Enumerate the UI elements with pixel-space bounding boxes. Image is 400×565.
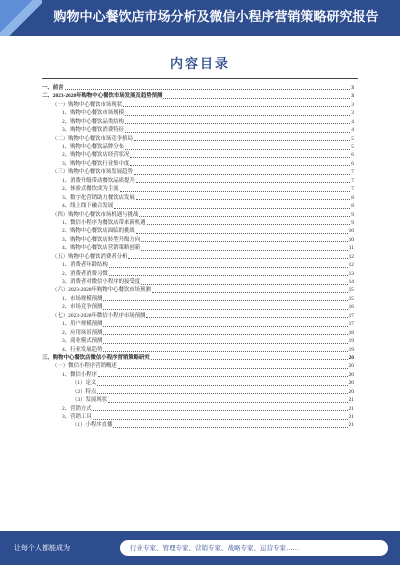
table-of-contents	[42, 84, 354, 442]
toc-entry[interactable]	[42, 177, 354, 185]
toc-entry-page: 20	[348, 388, 354, 395]
toc-entry[interactable]	[42, 261, 354, 269]
toc-entry[interactable]	[42, 287, 354, 295]
toc-leader-dots	[103, 326, 347, 327]
toc-entry[interactable]	[42, 211, 354, 219]
toc-entry[interactable]	[42, 118, 354, 126]
toc-entry-title: （一）微信小程序营销概述	[52, 363, 117, 370]
toc-entry-page: 17	[348, 321, 354, 328]
toc-entry-title: 1、微信小程序为餐饮店带来新机遇	[62, 219, 146, 226]
toc-leader-dots	[120, 191, 351, 192]
toc-entry-page: 6	[351, 152, 354, 159]
toc-entry-title: 1、微信小程序	[62, 371, 98, 378]
toc-entry[interactable]	[42, 92, 354, 100]
toc-entry-page: 3	[351, 93, 354, 100]
toc-entry-title: 1、购物中心餐饮市场规模	[62, 110, 124, 117]
toc-entry[interactable]	[42, 329, 354, 337]
toc-entry[interactable]	[42, 303, 354, 311]
toc-entry[interactable]	[42, 227, 354, 235]
toc-entry-title: 2、购物中心餐饮品类结构	[62, 118, 124, 125]
toc-leader-dots	[93, 419, 348, 420]
toc-entry-title: 1、用户规模预测	[62, 321, 103, 328]
toc-entry-page: 12	[348, 262, 354, 269]
toc-leader-dots	[136, 182, 351, 183]
toc-entry-page: 7	[351, 169, 354, 176]
toc-leader-dots	[108, 402, 348, 403]
toc-entry-page: 5	[351, 135, 354, 142]
toc-entry[interactable]	[42, 109, 354, 117]
toc-entry-page: 7	[351, 177, 354, 184]
toc-entry-page: 17	[348, 312, 354, 319]
toc-entry[interactable]	[42, 388, 354, 396]
toc-entry[interactable]	[42, 354, 354, 362]
toc-leader-dots	[103, 343, 347, 344]
toc-leader-dots	[147, 224, 351, 225]
toc-leader-dots	[130, 165, 350, 166]
toc-leader-dots	[152, 292, 348, 293]
toc-entry-title: （四）购物中心餐饮市场机遇与挑战	[52, 211, 139, 218]
toc-entry[interactable]	[42, 379, 354, 387]
toc-entry[interactable]	[42, 84, 354, 92]
toc-entry[interactable]	[42, 405, 354, 413]
toc-entry-title: 一、前言	[42, 84, 64, 91]
header-decor-stripe	[0, 0, 42, 36]
toc-entry-page: 5	[351, 144, 354, 151]
toc-leader-dots	[97, 393, 347, 394]
toc-entry-page: 10	[348, 236, 354, 243]
toc-entry-title: 3、数字化营销助力餐饮店发展	[62, 194, 135, 201]
toc-entry[interactable]	[42, 185, 354, 193]
toc-entry-title: 2、消费者消费习惯	[62, 270, 108, 277]
toc-leader-dots	[134, 140, 350, 141]
toc-entry-page: 20	[348, 380, 354, 387]
toc-entry[interactable]	[42, 202, 354, 210]
toc-entry-page: 20	[348, 363, 354, 370]
footer-tagline-box	[120, 540, 388, 556]
toc-leader-dots	[113, 427, 347, 428]
toc-entry[interactable]	[42, 152, 354, 160]
toc-entry-page: 3	[351, 101, 354, 108]
toc-entry-page: 21	[348, 422, 354, 429]
toc-leader-dots	[109, 267, 348, 268]
toc-entry-page: 15	[348, 295, 354, 302]
toc-entry[interactable]	[42, 295, 354, 303]
toc-entry-page: 16	[348, 304, 354, 311]
footer-tagline: 行业专家、管理专家、营销专家、战略专家、运营专家……	[130, 544, 299, 552]
header-bar	[0, 0, 400, 36]
toc-entry[interactable]	[42, 270, 354, 278]
toc-entry-title: 2、购物中心餐饮店面临的挑战	[62, 228, 135, 235]
toc-leader-dots	[141, 241, 347, 242]
toc-entry-page: 19	[348, 346, 354, 353]
toc-divider	[42, 78, 358, 79]
toc-entry-page: 3	[351, 110, 354, 117]
toc-entry[interactable]	[42, 278, 354, 286]
toc-entry-page: 11	[348, 245, 354, 252]
toc-entry-page: 20	[348, 354, 354, 361]
toc-leader-dots	[65, 89, 351, 90]
toc-leader-dots	[136, 233, 348, 234]
toc-entry-title: （五）购物中心餐饮消费者分析	[52, 253, 128, 260]
toc-entry-title: 2、体验式餐饮成为主流	[62, 186, 119, 193]
toc-entry-title: 1、消费升级带动餐饮品质提升	[62, 177, 135, 184]
toc-leader-dots	[103, 309, 347, 310]
toc-entry-title: 2、购物中心餐饮店经营状况	[62, 152, 130, 159]
toc-entry-title: （七）2023-2028年微信小程序市场预测	[52, 312, 146, 319]
toc-entry-page: 15	[348, 287, 354, 294]
toc-entry[interactable]	[42, 396, 354, 404]
toc-entry-title: 2、应用场景预测	[62, 329, 103, 336]
toc-leader-dots	[163, 98, 350, 99]
toc-entry-title: （3）发展现状	[72, 397, 108, 404]
toc-entry[interactable]	[42, 101, 354, 109]
toc-entry-page: 18	[348, 329, 354, 336]
toc-entry-title: （2）特点	[72, 388, 97, 395]
toc-leader-dots	[125, 115, 350, 116]
toc-entry[interactable]	[42, 337, 354, 345]
toc-entry-title: 3、购物中心餐饮消费特征	[62, 127, 124, 134]
toc-leader-dots	[109, 275, 348, 276]
toc-entry[interactable]	[42, 320, 354, 328]
toc-leader-dots	[125, 123, 350, 124]
toc-entry-title: 1、购物中心餐饮品牌分布	[62, 144, 124, 151]
toc-entry[interactable]	[42, 312, 354, 320]
toc-leader-dots	[98, 376, 348, 377]
footer-bar	[0, 531, 400, 565]
toc-entry-page: 21	[348, 397, 354, 404]
toc-leader-dots	[134, 174, 350, 175]
toc-entry[interactable]	[42, 236, 354, 244]
toc-entry-title: 4、行业发展趋势	[62, 346, 103, 353]
toc-leader-dots	[97, 385, 347, 386]
toc-entry-page: 7	[351, 186, 354, 193]
toc-entry[interactable]	[42, 194, 354, 202]
toc-entry-title: 三、购物中心餐饮店微信小程序营销策略研究	[42, 354, 150, 361]
toc-entry-page: 4	[351, 127, 354, 134]
toc-entry[interactable]	[42, 371, 354, 379]
toc-heading: 内容目录	[169, 57, 230, 72]
toc-entry-title: 3、购物中心餐饮店转型升级方向	[62, 236, 141, 243]
toc-entry-page: 12	[348, 253, 354, 260]
toc-entry-title: 二、2023-2028年购物中心餐饮市场发展及趋势预测	[42, 93, 163, 100]
toc-entry[interactable]	[42, 253, 354, 261]
toc-leader-dots	[114, 208, 350, 209]
toc-leader-dots	[128, 258, 347, 259]
toc-entry-title: （二）购物中心餐饮市场竞争格局	[52, 135, 133, 142]
toc-entry-page: 21	[348, 405, 354, 412]
toc-entry-page: 10	[348, 228, 354, 235]
toc-leader-dots	[118, 368, 348, 369]
toc-entry-title: 3、营销工具	[62, 414, 92, 421]
toc-entry-page: 9	[351, 219, 354, 226]
toc-entry[interactable]	[42, 135, 354, 143]
toc-leader-dots	[130, 157, 350, 158]
toc-entry[interactable]	[42, 413, 354, 421]
toc-entry[interactable]	[42, 219, 354, 227]
toc-entry-title: （六）2023-2028年购物中心餐饮市场预测	[52, 287, 151, 294]
toc-entry[interactable]	[42, 126, 354, 134]
toc-entry[interactable]	[42, 244, 354, 252]
toc-entry-title: （1）定义	[72, 380, 97, 387]
toc-entry[interactable]	[42, 422, 354, 430]
toc-leader-dots	[93, 410, 348, 411]
toc-entry[interactable]	[42, 362, 354, 370]
toc-entry-page: 20	[348, 371, 354, 378]
toc-leader-dots	[103, 351, 347, 352]
toc-entry-title: （一）购物中心餐饮市场现状	[52, 101, 123, 108]
toc-entry-page: 21	[348, 414, 354, 421]
toc-entry-page: 9	[351, 211, 354, 218]
toc-entry[interactable]	[42, 160, 354, 168]
toc-entry-title: （三）购物中心餐饮市场发展趋势	[52, 169, 133, 176]
toc-entry[interactable]	[42, 143, 354, 151]
toc-entry-title: （1）小程序直播	[72, 422, 113, 429]
toc-entry-page: 14	[348, 279, 354, 286]
toc-leader-dots	[123, 106, 350, 107]
toc-entry-title: 2、营销方式	[62, 405, 92, 412]
document-title: 购物中心餐饮店市场分析及微信小程序营销策略研究报告	[53, 10, 379, 25]
toc-leader-dots	[139, 216, 350, 217]
toc-entry-title: 3、购物中心餐饮行业集中度	[62, 160, 130, 167]
toc-leader-dots	[125, 132, 350, 133]
toc-entry-title: 3、商业模式预测	[62, 338, 103, 345]
toc-entry[interactable]	[42, 346, 354, 354]
toc-entry-title: 1、市场规模预测	[62, 295, 103, 302]
toc-entry-page: 3	[351, 84, 354, 91]
toc-entry[interactable]	[42, 168, 354, 176]
footer-slogan: 让每个人都能成为	[14, 544, 70, 552]
toc-entry-title: 4、线上线下融合发展	[62, 203, 114, 210]
toc-leader-dots	[146, 317, 347, 318]
toc-leader-dots	[103, 300, 347, 301]
toc-entry-page: 8	[351, 194, 354, 201]
toc-leader-dots	[141, 250, 348, 251]
toc-entry-title: 4、购物中心餐饮店营销策略创新	[62, 245, 141, 252]
toc-entry-title: 1、消费者年龄结构	[62, 262, 108, 269]
toc-leader-dots	[125, 149, 350, 150]
toc-entry-page: 19	[348, 338, 354, 345]
toc-entry-title: 2、市场竞争预测	[62, 304, 103, 311]
toc-leader-dots	[103, 334, 347, 335]
toc-entry-page: 8	[351, 203, 354, 210]
toc-entry-page: 4	[351, 118, 354, 125]
toc-leader-dots	[141, 284, 347, 285]
toc-entry-page: 13	[348, 270, 354, 277]
toc-leader-dots	[136, 199, 351, 200]
toc-leader-dots	[151, 359, 348, 360]
toc-entry-page: 6	[351, 160, 354, 167]
toc-entry-title: 3、消费者对微信小程序的接受度	[62, 279, 141, 286]
